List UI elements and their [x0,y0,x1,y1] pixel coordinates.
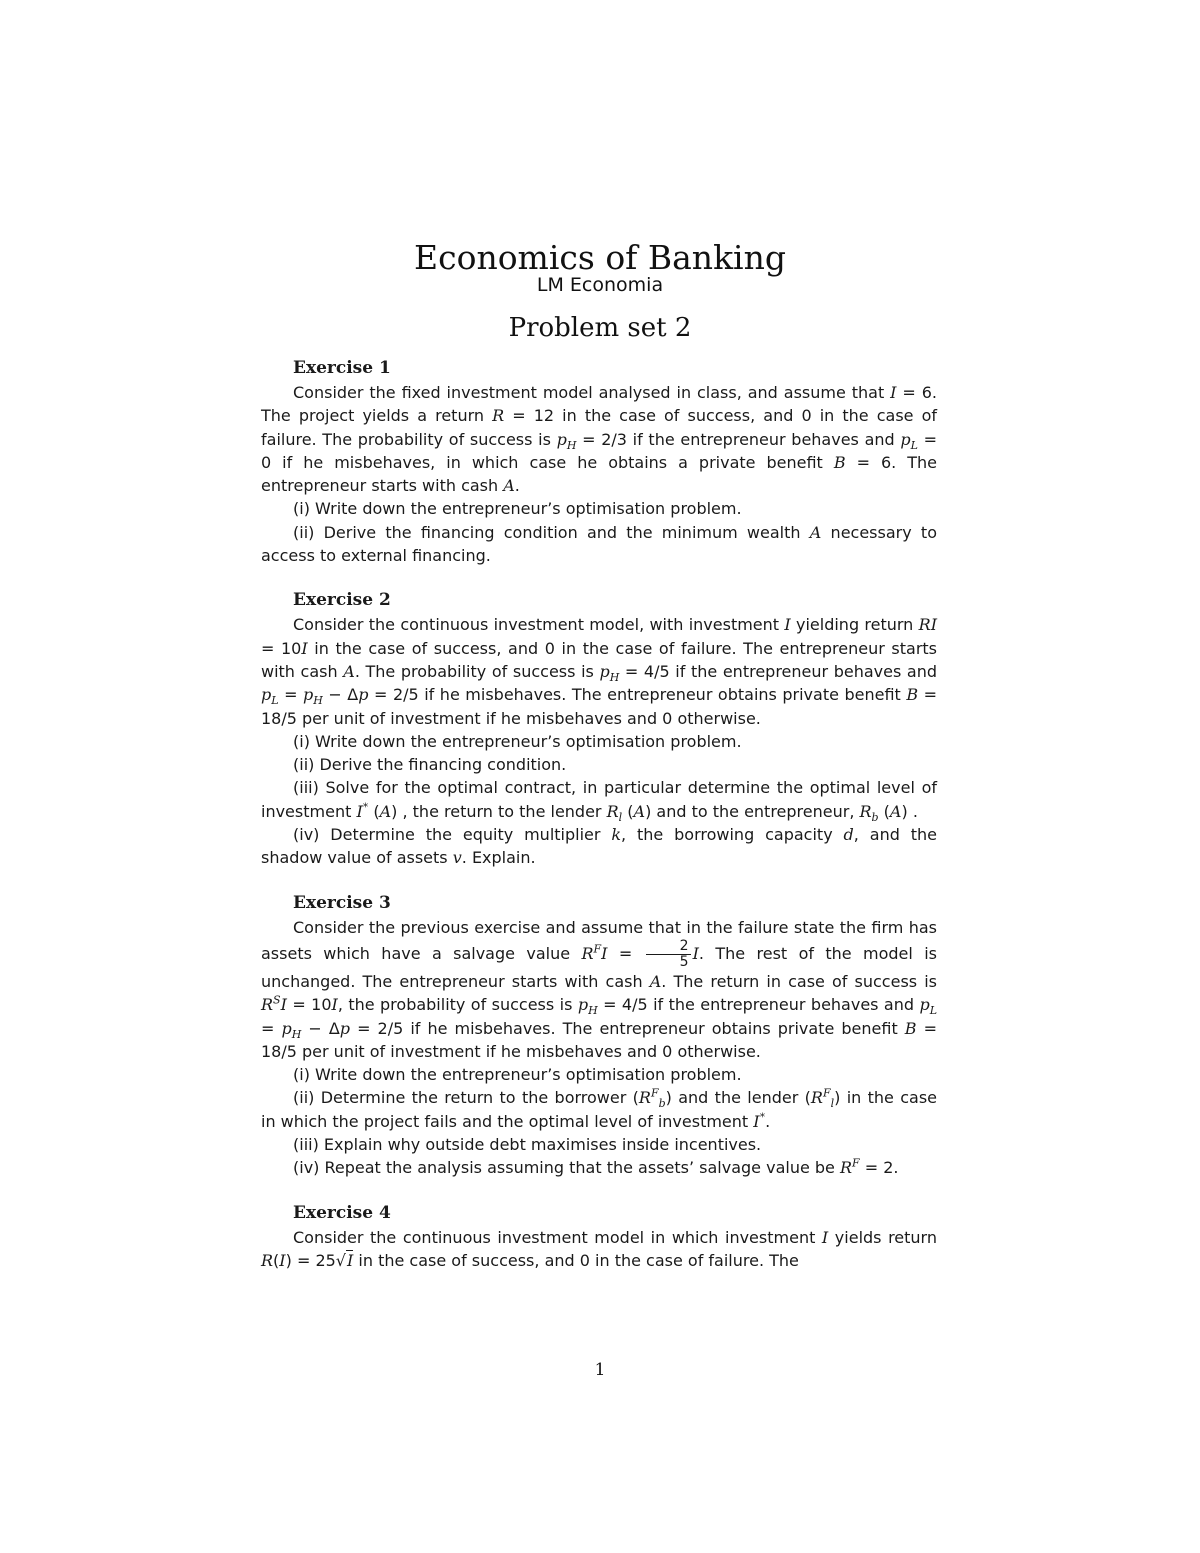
exercise-text: Consider the continuous investment model in which investment I yields return R(I) = 25√I in the case of success, and 0 in the case of failure. The [261,1227,937,1270]
exercise-4 [261,1200,937,1273]
exercise-heading: Exercise 4 [293,1202,391,1223]
exercise-question: (iii) Explain why outside debt maximises inside incentives. [293,1135,762,1155]
exercise-heading: Exercise 3 [293,892,391,913]
exercise-question: (ii) Derive the financing condition. [293,755,567,775]
exercise-1 [261,355,937,567]
exercise-question: (i) Write down the entrepreneur’s optimisation problem. [293,499,742,519]
exercise-question: (iv) Repeat the analysis assuming that the assets’ salvage value be $R^F = 2$. [293,1156,899,1178]
document-body [261,355,937,1292]
exercise-question: (i) Write down the entrepreneur’s optimisation problem. [293,1065,742,1085]
exercise-heading: Exercise 1 [293,358,391,378]
exercise-2 [261,587,937,869]
exercise-question: (ii) Derive the financing condition and the minimum wealth A necessary to access to external financing. [261,522,937,566]
exercise-text: Consider the fixed investment model analysed in class, and assume that I = 6. The project yields a return R = 12 in the case of success, and 0 in the case of failure. The probability of success is $p_H = 2/3$ if the entrepreneur behaves and $p_L = 0$ if he misbehaves, in which case he obtains a private benefit B = 6. The entrepreneur starts with cash A. [261,383,938,496]
exercise-question: (iii) Solve for the optimal contract, in particular determine the optimal level of investment I* (A) , the return to the lender $R_l$ (A) and to the entrepreneur, $R_b$ (A) . [261,778,937,824]
exercise-question: (i) Write down the entrepreneur’s optimisation problem. [293,731,742,751]
exercise-question: (iv) Determine the equity multiplier k, the borrowing capacity d, and the shadow value of assets v. Explain. [261,825,937,868]
exercise-text: Consider the previous exercise and assume that in the failure state the firm has assets which have a salvage value $R^FI$ = $\frac{2}{5}$ I. The rest of the model is unchanged. The entrepreneur starts with cash A. The return in case of success is $R^SI = 10I$, the probability of success is $p_H = 4/5$ if the entrepreneur behaves and $p_L = p_H - \Delta p = 2/5$ if he misbehaves. The entrepreneur obtains private benefit B = 18/5 per unit of investment if he misbehaves and 0 otherwise. [261,917,938,1061]
document-subtitle: LM Economia [536,274,664,296]
exercise-heading: Exercise 2 [293,590,391,611]
problem-set-title: Problem set 2 [508,313,692,343]
exercise-text: Consider the continuous investment model, with investment I yielding return RI = 10I in the case of success, and 0 in the case of failure. The entrepreneur starts with cash A. The probability of success is $p_H = 4/5$ if the entrepreneur behaves and $p_L = p_H - \Delta p = 2/5$ if he misbehaves. The entrepreneur obtains private benefit B = 18/5 per unit of investment if he misbehaves and 0 otherwise. [261,615,938,728]
exercise-3 [261,890,937,1180]
document-title: Economics of Banking [414,238,786,277]
exercise-question: (ii) Determine the return to the borrower $(R^F_b)$ and the lender $(R^F_l)$ in the case in which the project fails and the optimal level of investment I*. [261,1087,938,1131]
page-number: 1 [594,1360,606,1380]
